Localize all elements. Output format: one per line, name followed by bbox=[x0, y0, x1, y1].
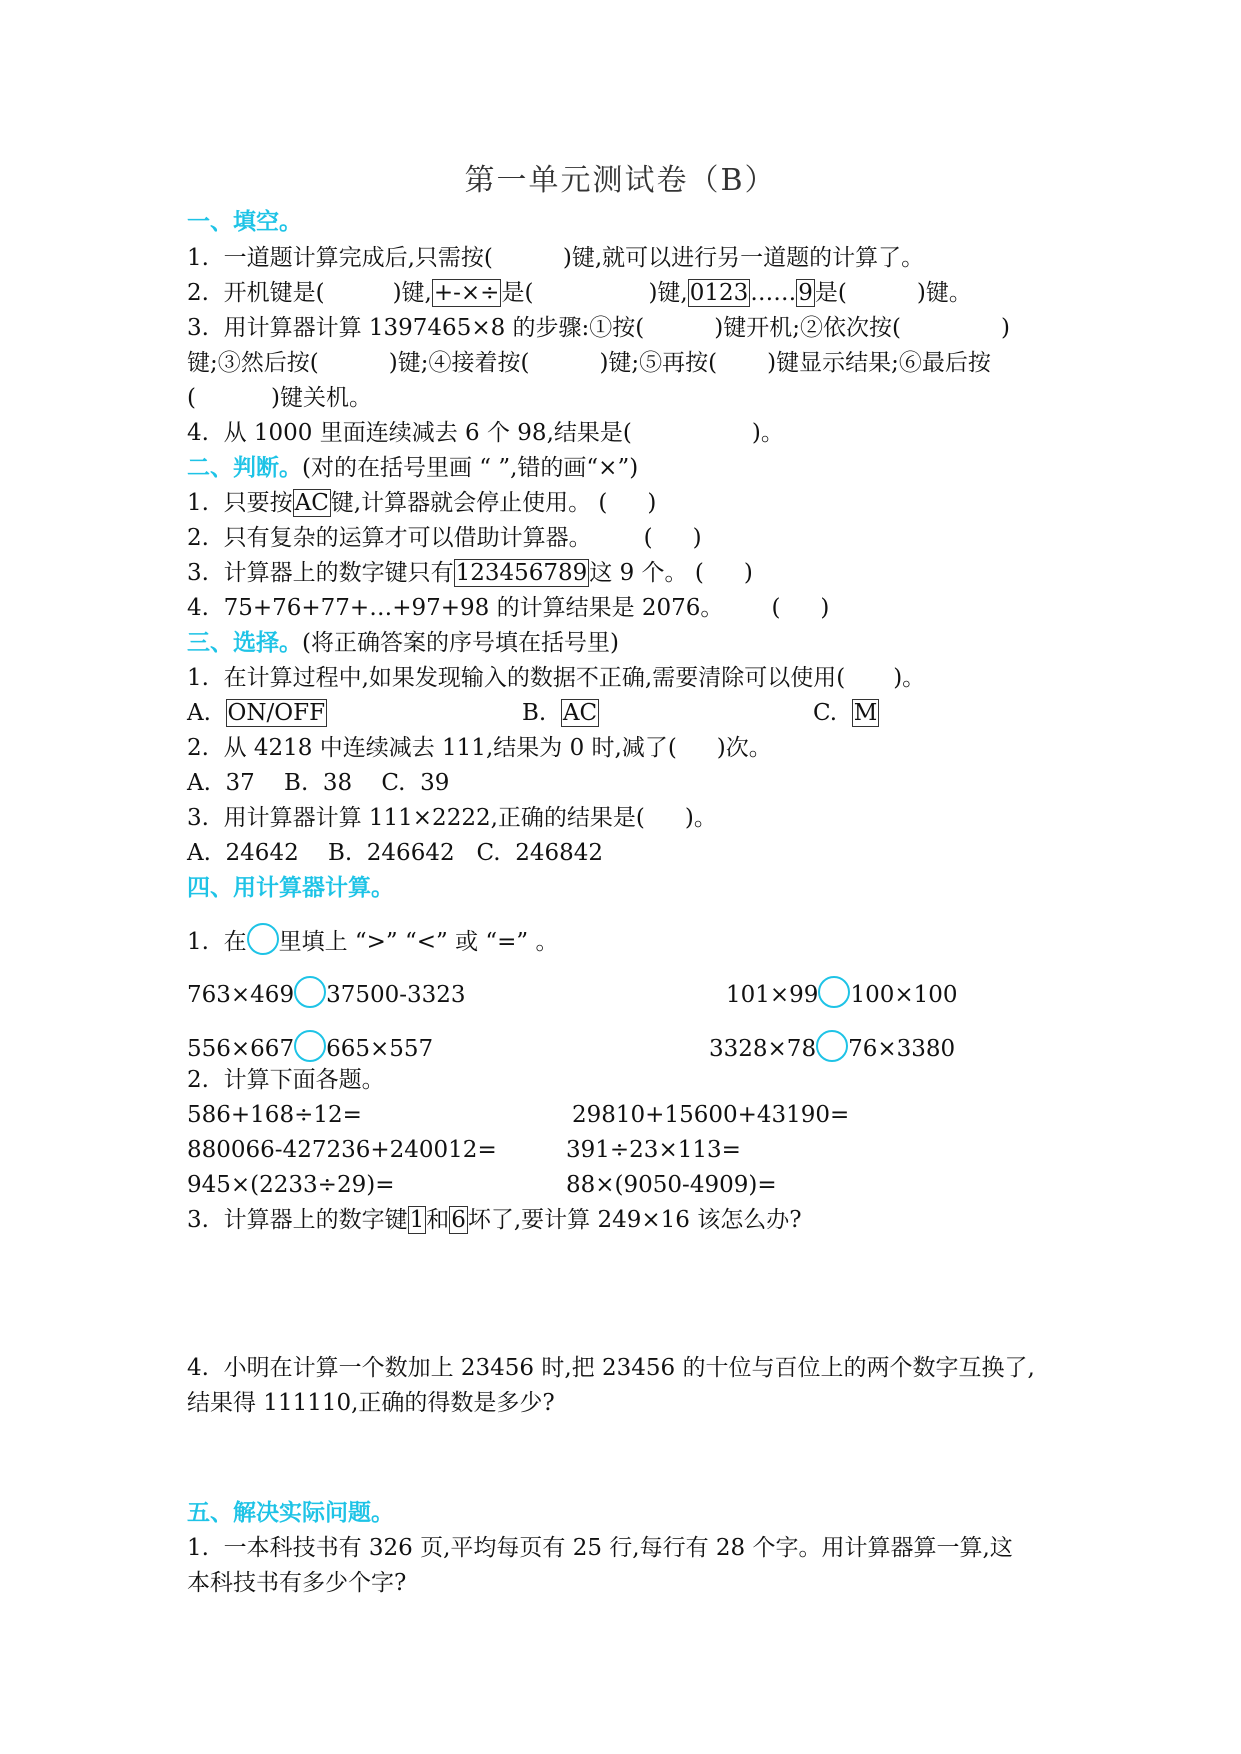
expression: 76×3380 bbox=[848, 1036, 956, 1062]
q-text: …… bbox=[750, 280, 797, 306]
section-2-heading-line bbox=[187, 453, 638, 483]
calc-expression: 880066-427236+240012= bbox=[187, 1137, 497, 1163]
circle-blank-icon bbox=[294, 976, 326, 1008]
expression: 3328×78 bbox=[709, 1036, 817, 1062]
option-label: A. bbox=[187, 700, 211, 726]
s4-q2 bbox=[187, 1065, 385, 1095]
calc-expression: 586+168÷12= bbox=[187, 1102, 362, 1128]
s2-q4 bbox=[187, 593, 829, 623]
s4-q1 bbox=[187, 923, 559, 957]
q-text: 从 1000 里面连续减去 6 个 98,结果是( bbox=[223, 420, 632, 446]
section-1-heading: 一、填空。 bbox=[187, 208, 302, 235]
s1-q3-line1 bbox=[187, 313, 1010, 343]
section-4-heading: 四、用计算器计算。 bbox=[187, 874, 394, 901]
q-number: 1. bbox=[187, 1535, 209, 1561]
q-text: )键;⑤再按( bbox=[599, 350, 718, 376]
q-text: 键;③然后按( bbox=[187, 350, 319, 376]
q-text: 只要按 bbox=[223, 490, 293, 516]
s1-q4 bbox=[187, 418, 784, 448]
digit-keys-box: 123456789 bbox=[455, 560, 588, 586]
expression: 101×99 bbox=[726, 982, 819, 1008]
q-text: 从 4218 中连续减去 111,结果为 0 时,减了( bbox=[223, 735, 677, 761]
q-number: 4. bbox=[187, 595, 209, 621]
section-3-heading-line bbox=[187, 628, 619, 658]
q-text: 开机键是( bbox=[223, 280, 325, 306]
q-text: ) bbox=[692, 525, 702, 551]
q-text: ) bbox=[743, 560, 753, 586]
q-text: ( bbox=[643, 525, 653, 551]
compare-row-1-left bbox=[187, 976, 466, 1010]
q-text: 和 bbox=[426, 1207, 450, 1233]
expression: 556×667 bbox=[187, 1036, 295, 1062]
s2-q3 bbox=[187, 558, 753, 588]
compare-row-2-right bbox=[709, 1030, 955, 1064]
s2-q2 bbox=[187, 523, 702, 553]
section-note: (对的在括号里画 “ ”,错的画“×”) bbox=[302, 455, 639, 481]
s3-q3-options: A. 24642 B. 246642 C. 246842 bbox=[187, 840, 604, 866]
q-text: 用计算器计算 1397465×8 的步骤:①按( bbox=[223, 315, 645, 341]
s3-q1-option-c bbox=[813, 698, 879, 728]
digit-9-key-box: 9 bbox=[798, 280, 813, 306]
q-text: ( bbox=[187, 385, 196, 411]
q-number: 3. bbox=[187, 805, 209, 831]
q-text: )键, bbox=[648, 280, 688, 306]
q-text: 75+76+77+…+97+98 的计算结果是 2076。 bbox=[223, 595, 724, 621]
q-text: 里填上 “>” “<” 或 “=” 。 bbox=[278, 929, 559, 955]
operator-keys-box: +-×÷ bbox=[433, 280, 500, 306]
option-label: C. bbox=[813, 700, 838, 726]
circle-blank-icon bbox=[816, 1030, 848, 1062]
q-number: 1. bbox=[187, 665, 209, 691]
section-2-heading: 二、判断。 bbox=[187, 454, 302, 481]
q-text: ) bbox=[1000, 315, 1010, 341]
q-text: )。 bbox=[751, 420, 784, 446]
s3-q1-option-a bbox=[187, 698, 327, 728]
q-text: 计算下面各题。 bbox=[223, 1067, 385, 1093]
s1-q1 bbox=[187, 243, 924, 273]
q-number: 1. bbox=[187, 245, 209, 271]
s1-q2 bbox=[187, 278, 972, 308]
digit-6-key-box: 6 bbox=[451, 1207, 466, 1233]
q-text: )键;④接着按( bbox=[388, 350, 530, 376]
q-text: ) bbox=[647, 490, 657, 516]
section-3-heading: 三、选择。 bbox=[187, 629, 302, 656]
q-number: 2. bbox=[187, 1067, 209, 1093]
ac-key-box: AC bbox=[562, 700, 598, 726]
q-text: )键, bbox=[392, 280, 432, 306]
calc-expression: 945×(2233÷29)= bbox=[187, 1172, 395, 1198]
on-off-key-box: ON/OFF bbox=[227, 700, 326, 726]
compare-row-2-left bbox=[187, 1030, 433, 1064]
option-label: B. bbox=[522, 700, 547, 726]
s3-q2-options: A. 37 B. 38 C. 39 bbox=[187, 770, 450, 796]
q-text: )次。 bbox=[716, 735, 772, 761]
q-text: 一道题计算完成后,只需按( bbox=[223, 245, 493, 271]
q-text: 坏了,要计算 249×16 该怎么办? bbox=[467, 1207, 802, 1233]
s2-q1 bbox=[187, 488, 656, 518]
q-text: 是( bbox=[814, 280, 847, 306]
q-text: 计算器上的数字键只有 bbox=[223, 560, 454, 586]
circle-blank-icon bbox=[247, 923, 279, 955]
q-text: 在 bbox=[223, 929, 247, 955]
s1-q3-line3 bbox=[187, 383, 372, 413]
q-text: 在计算过程中,如果发现输入的数据不正确,需要清除可以使用( bbox=[223, 665, 846, 691]
q-number: 1. bbox=[187, 490, 209, 516]
compare-row-1-right bbox=[726, 976, 958, 1010]
s3-q1-option-b bbox=[522, 698, 599, 728]
expression: 665×557 bbox=[326, 1036, 434, 1062]
q-text: )。 bbox=[893, 665, 926, 691]
q-number: 3. bbox=[187, 560, 209, 586]
q-number: 4. bbox=[187, 420, 209, 446]
q-text: 一本科技书有 326 页,平均每页有 25 行,每行有 28 个字。用计算器算一算,这 bbox=[223, 1535, 1013, 1561]
q-text: 这 9 个。 ( bbox=[589, 560, 704, 586]
q-number: 1. bbox=[187, 929, 209, 955]
s4-q4-line2: 结果得 111110,正确的得数是多少? bbox=[187, 1390, 555, 1416]
q-text: 键,计算器就会停止使用。 ( bbox=[330, 490, 608, 516]
q-text: 计算器上的数字键 bbox=[223, 1207, 408, 1233]
expression: 763×469 bbox=[187, 982, 295, 1008]
q-text: 小明在计算一个数加上 23456 时,把 23456 的十位与百位上的两个数字互换了, bbox=[223, 1355, 1035, 1381]
q-number: 2. bbox=[187, 525, 209, 551]
q-number: 3. bbox=[187, 315, 209, 341]
s5-q1-line1 bbox=[187, 1533, 1013, 1563]
q-text: )键关机。 bbox=[270, 385, 372, 411]
section-note: (将正确答案的序号填在括号里) bbox=[302, 630, 619, 656]
q-number: 2. bbox=[187, 735, 209, 761]
s1-q3-line2 bbox=[187, 348, 991, 378]
section-5-heading: 五、解决实际问题。 bbox=[187, 1499, 394, 1526]
q-number: 3. bbox=[187, 1207, 209, 1233]
q-text: )键开机;②依次按( bbox=[714, 315, 901, 341]
circle-blank-icon bbox=[294, 1030, 326, 1062]
circle-blank-icon bbox=[818, 976, 850, 1008]
m-key-box: M bbox=[853, 700, 878, 726]
q-text: )键,就可以进行另一道题的计算了。 bbox=[562, 245, 925, 271]
s3-q1 bbox=[187, 663, 925, 693]
q-number: 2. bbox=[187, 280, 209, 306]
expression: 37500-3323 bbox=[326, 982, 466, 1008]
q-text: )键。 bbox=[916, 280, 972, 306]
s3-q2 bbox=[187, 733, 772, 763]
expression: 100×100 bbox=[850, 982, 958, 1008]
s3-q3 bbox=[187, 803, 717, 833]
q-text: 是( bbox=[501, 280, 534, 306]
q-text: 用计算器计算 111×2222,正确的结果是( bbox=[223, 805, 645, 831]
q-text: ( bbox=[771, 595, 781, 621]
page-title: 第一单元测试卷（B） bbox=[464, 163, 777, 198]
ac-key-box: AC bbox=[294, 490, 329, 516]
q-text: 只有复杂的运算才可以借助计算器。 bbox=[223, 525, 592, 551]
calc-expression: 88×(9050-4909)= bbox=[566, 1172, 777, 1198]
q-text: ) bbox=[820, 595, 830, 621]
digit-1-key-box: 1 bbox=[409, 1207, 425, 1233]
s5-q1-line2: 本科技书有多少个字? bbox=[187, 1570, 407, 1596]
s4-q4-line1 bbox=[187, 1353, 1035, 1383]
calc-expression: 391÷23×113= bbox=[566, 1137, 741, 1163]
digit-keys-box: 0123 bbox=[689, 280, 749, 306]
calc-expression: 29810+15600+43190= bbox=[572, 1102, 850, 1128]
q-text: )键显示结果;⑥最后按 bbox=[767, 350, 991, 376]
q-text: )。 bbox=[684, 805, 717, 831]
s4-q3 bbox=[187, 1205, 802, 1235]
q-number: 4. bbox=[187, 1355, 209, 1381]
